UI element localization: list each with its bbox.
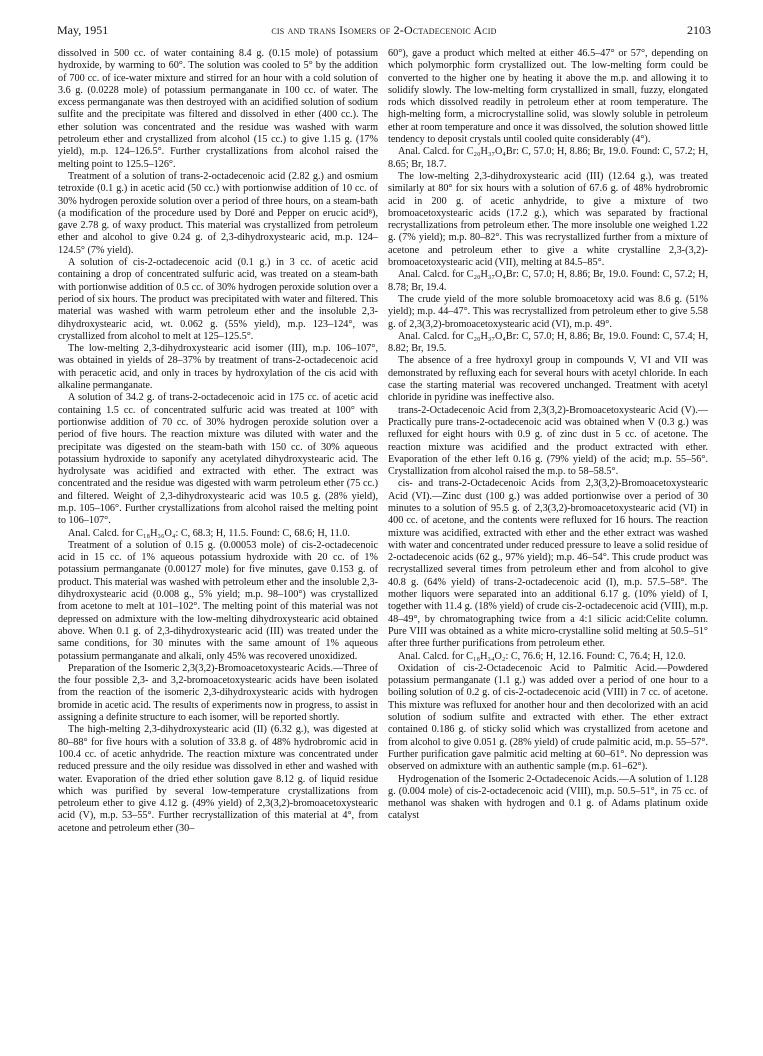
paragraph: A solution of cis-2-octadecenoic acid (0.1 g.) in 3 cc. of acetic acid containing a drop of concentrated sulfuric acid, was treated on a steam-bath with portionwise addition of 0.5 cc. of 30% hydrogen peroxide solution over a period of six hours. The product was precipitated with water and filtered. This material was washed with warm petroleum ether and the insoluble 2,3-dihydroxystearic acid, wt. 0.062 g. (55% yield), m.p. 123–124°, was crystallized from alcohol to melt at 125–125.5°. (58, 257, 378, 342)
paragraph: Treatment of a solution of trans-2-octadecenoic acid (2.82 g.) and osmium tetroxide (0.1 g.) in acetic acid (50 cc.) with portionwise addition of 10 cc. of 30% hydrogen peroxide solution over a period of three hours, on a steam-bath (a modification of the procedure used by Doré and Pepper on erucic acid⁸), gave 2.78 g. of waxy product. This material was crystallized from petroleum ether and alcohol to give 0.24 g. of 2,3-dihydroxystearic acid, m.p. 124–124.5° (7% yield). (58, 170, 378, 256)
paragraph: The high-melting 2,3-dihydroxystearic acid (II) (6.32 g.), was digested at 80–88° for five hours with a solution of 33.8 g. of 48% hydrobromic acid in 100.4 cc. of acetic anhydride. The reaction mixture was concentrated under reduced pressure and the oily residue was dissolved in ether and washed with water. Evaporation of the dried ether solution gave 8.12 g. of liquid residue which was purified by several low-temperature crystallizations from petroleum ether to give 4.12 g. (49% yield) of 2,3(3,2)-bromoacetoxystearic acid (V), m.p. 53–55°. Further recrystallization of this material at 4°, from acetone and petroleum ether (30– (58, 724, 378, 834)
analysis-line: Anal. Calcd. for C₁₈H₃₄O₂: C, 76.6; H, 12.16. Found: C, 76.4; H, 12.0. (398, 650, 686, 662)
analysis-line: Anal. Calcd. for C₂₀H₃₇O₄Br: C, 57.0; H, 8.86; Br, 19.0. Found: C, 57.4; H, 8.82; Br, 19.5. (388, 330, 708, 355)
left-column (58, 48, 378, 835)
header-date: May, 1951 (57, 23, 109, 37)
running-header (57, 22, 711, 38)
paragraph: dissolved in 500 cc. of water containing 8.4 g. (0.15 mole) of potassium hydroxide, by warming to 60°. The solution was cooled to 5° by the addition of 700 cc. of ice-water mixture and stirred for an hour with a cold solution of 3.6 g. (0.0228 mole) of potassium permanganate in 100 cc. of water. The excess permanganate was then destroyed with an acidified solution of sodium sulfite and the precipitate was filtered and dissolved in ether (400 cc.). The ether solution was concentrated and the residue was washed with warm petroleum ether and crystallized from alcohol (15 cc.) to give 1.15 g. (17% yield), m.p. 124–126.5°. Further crystallizations from alcohol raised the melting point to 125.5–126°. (58, 48, 378, 170)
section-paragraph: trans-2-Octadecenoic Acid from 2,3(3,2)-Bromoacetoxystearic Acid (V).—Practically pure trans-2-octadecenoic acid was obtained when V (0.3 g.) was refluxed for eight hours with 0.9 g. of zinc dust in 5 cc. of acetone. The reaction mixture was acidified and the product extracted with ether. Evaporation of the ether left 0.16 g. (79% yield) of the acid; m.p. 55–56°. Crystallization from alcohol raised the m.p. to 58–58.5°. (388, 404, 708, 478)
analysis-line: Anal. Calcd. for C₂₀H₃₇O₄Br: C, 57.0; H, 8.86; Br, 19.0. Found: C, 57.2; H, 8.65; Br, 18.7. (388, 146, 708, 170)
page-number: 2103 (687, 23, 711, 37)
paragraph: The absence of a free hydroxyl group in compounds V, VI and VII was demonstrated by refluxing each for several hours with acetyl chloride. In each case the starting material was recovered unchanged. Treatment with acetyl chloride in pyridine was ineffective also. (388, 355, 708, 404)
section-paragraph: Hydrogenation of the Isomeric 2-Octadecenoic Acids.—A solution of 1.128 g. (0.004 mole) of cis-2-octadecenoic acid (VIII), m.p. 50.5–51°, in 75 cc. of methanol was shaken with hydrogen and 0.1 g. of Adams platinum oxide catalyst (388, 773, 708, 822)
header-title: cis and trans Isomers of 2-Octadecenoic Acid (271, 23, 497, 37)
analysis-line: Anal. Calcd. for C₂₀H₃₇O₄Br: C, 57.0; H, 8.86; Br, 19.0. Found: C, 57.2; H, 8.78; Br, 19.4. (388, 269, 708, 293)
right-column (388, 48, 708, 823)
analysis-line: Anal. Calcd. for C₁₈H₃₆O₄: C, 68.3; H, 11.5. Found: C, 68.6; H, 11.0. (68, 527, 350, 539)
paragraph: Treatment of a solution of 0.15 g. (0.00053 mole) of cis-2-octadecenoic acid in 15 cc. of 1% aqueous potassium hydroxide with 20 cc. of 1% potassium permanganate (0.00127 mole) for five minutes, gave 0.153 g. of product. This material was washed with petroleum ether and the insoluble 2,3-dihydroxystearic acid (0.008 g., 5% yield; m.p. 98–100°) was crystallized from acetone to melt at 101–102°. The melting point of this material was not depressed on admixture with the low-melting dihydroxystearic acid obtained above. When 0.1 g. of 2,3-dihydroxystearic acid (III) was treated under the same conditions, for 30 minutes with the same amount of 1% aqueous potassium permanganate and alkali, only 45% was recovered unoxidized. (58, 539, 378, 662)
section-paragraph: Preparation of the Isomeric 2,3(3,2)-Bromoacetoxystearic Acids.—Three of the four possible 2,3- and 3,2-bromoacetoxystearic acids have been isolated from the reaction of the isomeric 2,3-dihydroxystearic acids with hydrogen bromide in acetic acid. The results of experiments now in progress, to assist in assigning a definite structure to each isomer, will be reported shortly. (58, 662, 378, 724)
section-paragraph: Oxidation of cis-2-Octadecenoic Acid to Palmitic Acid.—Powdered potassium permanganate (1.1 g.) was added over a period of one hour to a boiling solution of 0.2 g. of cis-2-octadecenoic acid (VIII) in 7 cc. of acetone. This mixture was refluxed for another hour and then decolorized with an acid solution of sodium sulfite and extracted with ether. The ether extract contained 0.186 g. of sticky solid which was crystallized from acetone and from alcohol to give 0.051 g. (28% yield) of crude palmitic acid, m.p. 55–57°. Further purification gave palmitic acid melting at 60–61°. No depression was observed on admixture with an authentic sample (m.p. 61–62°). (388, 662, 708, 773)
paragraph: A solution of 34.2 g. of trans-2-octadecenoic acid in 175 cc. of acetic acid containing 1.5 cc. of concentrated sulfuric acid was treated at 100° with portionwise addition of 70 cc. of 30% hydrogen peroxide solution over a period of five hours. The reaction mixture was diluted with water and the precipitate was digested on the steam-bath with 150 cc. of 30% aqueous potassium hydroxide to saponify any acetylated dihydroxystearic acid. The hydrolysate was acidified and extracted with ether. The extract was concentrated and the residue was digested with warm petroleum ether (75 cc.) and filtered. Weight of 2,3-dihydroxystearic acid was 10.5 g. (28% yield), m.p. 105–106°. Further crystallizations from alcohol raised the melting point to 106–107°. (58, 392, 378, 527)
paragraph: The low-melting 2,3-dihydroxystearic acid isomer (III), m.p. 106–107°, was obtained in yields of 28–37% by treatment of trans-2-octadecenoic acid with peracetic acid, and only in traces by hydroxylation of the cis acid with alkaline permanganate. (58, 343, 378, 392)
paragraph: 60°), gave a product which melted at either 46.5–47° or 57°, depending on which polymorphic form crystallized out. The low-melting form could be converted to the higher one by heating it above the m.p. and allowing it to solidify slowly. The low-melting form crystallized in small, fuzzy, elongated rods which dissolved readily in petroleum ether at room temperature. The high-melting form, a microcrystalline solid, was slowly soluble in petroleum ether at room temperature and once it was dissolved, the solution showed little tendency to deposit crystals until cooled quite considerably (4°). (388, 48, 708, 146)
section-paragraph: cis- and trans-2-Octadecenoic Acids from 2,3(3,2)-Bromoacetoxystearic Acid (VI).—Zinc dust (100 g.) was added portionwise over a period of 30 minutes to a solution of 95.5 g. of 2,3(3,2)-bromoacetoxystearic acid (VI) in 400 cc. of acetone, and the contents were refluxed for 16 hours. The reaction mixture was acidified, extracted with ether and the ether extract was washed with water and concentrated under reduced pressure to leave a solid residue of 2-octadecenoic acids (62 g., 97% yield); m.p. 46–54°. This crude product was recrystallized several times from petroleum ether and from alcohol to give 40.8 g. (64% yield) of trans-2-octadecenoic acid (I), m.p. 57.5–58°. The mother liquors were separated into an additional 6.17 g. (10% yield) of I, together with 11.4 g. (18% yield) of crude cis-2-octadecenoic acid (VIII), m.p. 48–49°, by chromatographing twice from a 4:1 silicic acid:Celite column. Pure VIII was obtained as a white micro-crystalline solid melting at 50.5–51° after three further purifications from petroleum ether. (388, 478, 708, 650)
paragraph: The low-melting 2,3-dihydroxystearic acid (III) (12.64 g.), was treated similarly at 80° for six hours with a solution of 67.6 g. of 48% hydrobromic acid in 200 g. of acetic anhydride, to give a mixture of two bromoacetoxystearic acids (17.2 g.), which was separated by fractional recrystallizations from petroleum ether. The more insoluble one weighed 1.22 g. (7% yield); m.p. 80–82°. This was recrystallized further from a mixture of acetone and petroleum ether to give a white crystalline 2,3-(3,2)-bromoacetoxystearic acid (VII), melting at 84.5–85°. (388, 170, 708, 269)
paragraph: The crude yield of the more soluble bromoacetoxy acid was 8.6 g. (51% yield); m.p. 44–47°. This was recrystallized from petroleum ether to give 5.58 g. of 2,3(3,2)-bromoacetoxystearic acid (VI), m.p. 49°. (388, 293, 708, 330)
